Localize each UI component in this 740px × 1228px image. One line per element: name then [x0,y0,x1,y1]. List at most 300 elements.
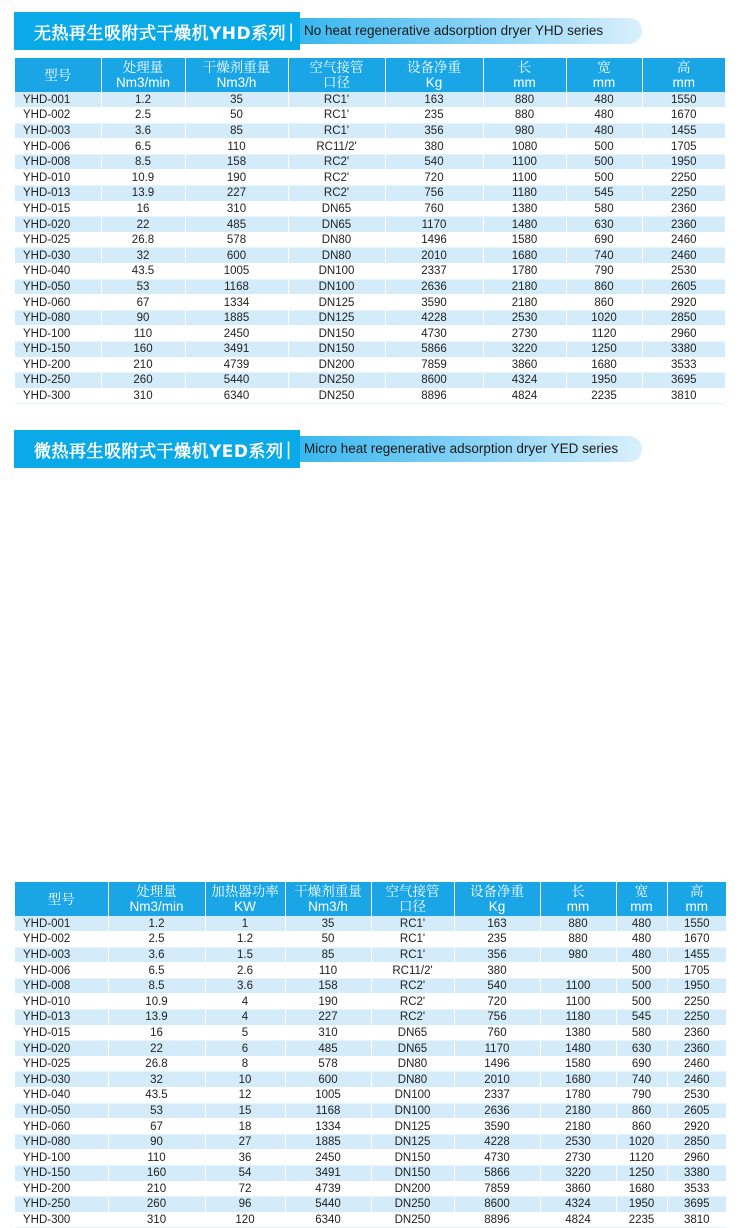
model-cell: YHD-006 [15,139,101,155]
table-cell: 163 [454,916,540,932]
table-cell: 690 [566,232,642,248]
model-cell: YHD-013 [15,1010,108,1026]
table-cell: 2460 [667,1072,726,1088]
table-cell: 1 [205,916,285,932]
table-row [15,264,725,280]
table-row [15,1166,726,1182]
table-cell: 1080 [483,139,566,155]
header-label: 加热器功率 [211,884,279,899]
table-cell: DN100 [288,264,385,280]
model-cell: YHD-300 [15,1212,108,1228]
table-cell: 740 [616,1072,667,1088]
table-cell: DN100 [371,1088,454,1104]
table-row [15,92,725,108]
table-cell: 2850 [667,1134,726,1150]
model-cell: YHD-002 [15,108,101,124]
table-cell: RC2' [288,154,385,170]
header-label: 高 [677,60,691,75]
model-cell: YHD-100 [15,326,101,342]
table-row [15,916,726,932]
table-cell: 158 [285,978,371,994]
header-unit: Kg [425,75,443,90]
table-cell: 1100 [483,170,566,186]
table-cell: 7859 [385,357,483,373]
table-cell: 500 [566,139,642,155]
table-cell: 756 [385,186,483,202]
table-cell: 13.9 [101,186,185,202]
header-unit: mm [672,75,695,90]
table-cell: 500 [566,170,642,186]
table-cell: 4324 [540,1197,616,1213]
model-cell: YHD-006 [15,963,108,979]
header-label: 处理量 [136,884,177,899]
title-banner [14,12,300,50]
column-header [288,58,385,92]
table-cell: DN80 [371,1056,454,1072]
table-cell: 90 [101,310,185,326]
table-row [15,295,725,311]
table-cell: 2.5 [101,108,185,124]
table-row [15,1197,726,1213]
table-cell: 2010 [385,248,483,264]
table-row [15,201,725,217]
table-cell: 1100 [483,154,566,170]
table-cell: 27 [205,1134,285,1150]
section-title-en: Micro heat regenerative adsorption dryer YED series [304,441,619,456]
table-cell: 1950 [667,978,726,994]
table-cell: 2010 [454,1072,540,1088]
table-cell: 110 [108,1150,205,1166]
table-cell: 1250 [616,1166,667,1182]
table-cell: 6 [205,1041,285,1057]
table-cell: 740 [566,248,642,264]
table-cell: 50 [185,108,288,124]
table-cell: 2530 [540,1134,616,1150]
table-row [15,388,725,404]
table-cell: 190 [285,994,371,1010]
table-cell: 10 [205,1072,285,1088]
model-cell: YHD-008 [15,978,108,994]
table-cell: 3533 [667,1181,726,1197]
table-cell: 4739 [285,1181,371,1197]
table-cell: 1680 [566,357,642,373]
model-cell: YHD-002 [15,932,108,948]
table-row [15,326,725,342]
table-cell: 1020 [566,310,642,326]
table-cell: 1100 [540,994,616,1010]
table-row [15,1119,726,1135]
table-cell: 2730 [483,326,566,342]
table-cell: 1005 [285,1088,371,1104]
model-cell: YHD-200 [15,1181,108,1197]
table-cell: 1705 [667,963,726,979]
table-cell: 5866 [385,342,483,358]
table-cell: 1180 [540,1010,616,1026]
table-cell: 500 [616,978,667,994]
table-cell: 760 [385,201,483,217]
table-cell: 756 [454,1010,540,1026]
table-cell: 6.5 [108,963,205,979]
table-cell: 4739 [185,357,288,373]
column-header [15,882,108,916]
header-label: 设备净重 [407,60,461,75]
model-cell: YHD-200 [15,357,101,373]
table-cell: 1680 [616,1181,667,1197]
table-row [15,232,725,248]
table-cell: 2180 [540,1103,616,1119]
table-cell: 480 [616,932,667,948]
table-cell: 1.2 [205,932,285,948]
table-row [15,248,725,264]
table-cell: 540 [454,978,540,994]
table-cell: DN100 [288,279,385,295]
table-cell: 12 [205,1088,285,1104]
table-cell: 1885 [185,310,288,326]
table-cell: 8.5 [108,978,205,994]
header-label: 宽 [634,884,649,899]
header-unit: 口径 [323,75,350,90]
table-cell: 2337 [385,264,483,280]
table-cell: 110 [101,326,185,342]
table-cell: 1670 [667,932,726,948]
table-row [15,1134,726,1150]
table-cell: 1950 [642,154,725,170]
table-cell: 13.9 [108,1010,205,1026]
table-cell: 2605 [642,279,725,295]
header-unit: mm [566,899,590,914]
header-unit: Kg [488,899,506,914]
table-cell: 2730 [540,1150,616,1166]
table-cell: 2960 [667,1150,726,1166]
table-cell: 356 [385,123,483,139]
table-cell: DN125 [371,1134,454,1150]
model-cell: YHD-030 [15,248,101,264]
table-cell: 1780 [483,264,566,280]
table-cell: 480 [616,916,667,932]
table-cell: 72 [205,1181,285,1197]
table-cell: 8896 [385,388,483,404]
table-cell: 3380 [642,342,725,358]
table-cell: 210 [101,357,185,373]
table-cell: 32 [101,248,185,264]
table-cell: 1580 [483,232,566,248]
model-cell: YHD-250 [15,1197,108,1213]
model-cell: YHD-020 [15,1041,108,1057]
model-cell: YHD-020 [15,217,101,233]
table-cell: 630 [566,217,642,233]
table-cell: 18 [205,1119,285,1135]
table-row [15,357,725,373]
table-cell: 5 [205,1025,285,1041]
table-cell: 1950 [616,1197,667,1213]
table-cell: 1380 [540,1025,616,1041]
table-cell [540,963,616,979]
header-label: 干燥剂重量 [202,60,271,75]
table-cell: 2360 [642,217,725,233]
table-cell: 3695 [667,1197,726,1213]
table-row [15,217,725,233]
table-cell: 380 [385,139,483,155]
table-cell: 3.6 [101,123,185,139]
header-label: 设备净重 [470,884,524,899]
table-cell: 3220 [540,1166,616,1182]
table-cell: 4730 [385,326,483,342]
yed-spec-table [15,882,726,1228]
title-divider: | [288,20,295,42]
table-cell: 2530 [483,310,566,326]
table-cell: 1455 [642,123,725,139]
column-header [385,58,483,92]
table-cell: DN200 [288,357,385,373]
table-cell: 2920 [642,295,725,311]
header-label: 空气接管 [309,60,364,75]
table-cell: 4228 [454,1134,540,1150]
table-cell: DN65 [371,1025,454,1041]
table-cell: 2250 [642,170,725,186]
header-unit: Nm3/min [129,899,184,914]
table-cell: 10.9 [101,170,185,186]
table-cell: 1334 [285,1119,371,1135]
header-unit: KW [234,899,256,914]
table-cell: 2250 [642,186,725,202]
table-cell: 110 [285,963,371,979]
table-cell: 4 [205,994,285,1010]
table-cell: 163 [385,92,483,108]
table-cell: 53 [108,1103,205,1119]
table-cell: 880 [483,108,566,124]
table-cell: 2360 [667,1041,726,1057]
table-row [15,1056,726,1072]
table-cell: 1380 [483,201,566,217]
table-cell: 67 [108,1119,205,1135]
header-unit: 口径 [399,899,426,914]
table-cell: 880 [483,92,566,108]
table-cell: 500 [566,154,642,170]
table-cell: 485 [285,1041,371,1057]
column-header [566,58,642,92]
table-cell: 690 [616,1056,667,1072]
table-cell: 3860 [540,1181,616,1197]
model-cell: YHD-025 [15,1056,108,1072]
table-cell: 26.8 [108,1056,205,1072]
column-header [483,58,566,92]
table-cell: 2235 [566,388,642,404]
table-cell: 580 [566,201,642,217]
table-cell: 480 [566,123,642,139]
table-cell: 2920 [667,1119,726,1135]
table-row [15,1041,726,1057]
table-cell: 36 [205,1150,285,1166]
table-cell: 1670 [642,108,725,124]
column-header [185,58,288,92]
table-cell: 4824 [540,1212,616,1228]
table-cell: 2460 [642,248,725,264]
table-cell: 2636 [454,1103,540,1119]
table-cell: 720 [454,994,540,1010]
table-cell: 2250 [667,994,726,1010]
table-cell: 2850 [642,310,725,326]
table-row [15,1088,726,1104]
header-label: 长 [517,60,532,75]
table-cell: DN80 [288,248,385,264]
table-cell: 15 [205,1103,285,1119]
table-cell: RC2' [288,170,385,186]
column-header [642,58,725,92]
table-cell: 1100 [540,978,616,994]
table-cell: 2360 [642,201,725,217]
table-row [15,373,725,389]
table-cell: 2180 [483,279,566,295]
table-cell: 2530 [642,264,725,280]
table-cell: 500 [616,994,667,1010]
table-cell: DN125 [288,310,385,326]
table-cell: 4 [205,1010,285,1026]
header-row [15,58,725,92]
table-cell: 1550 [642,92,725,108]
table-cell: 85 [285,947,371,963]
table-cell: 67 [101,295,185,311]
model-cell: YHD-040 [15,264,101,280]
table-row [15,186,725,202]
table-cell: 3491 [285,1166,371,1182]
section-title-zh: 微热再生吸附式干燥机YED系列 [34,441,284,462]
table-cell: 2450 [285,1150,371,1166]
table-cell: 545 [566,186,642,202]
table-cell: 160 [101,342,185,358]
table-cell: 8896 [454,1212,540,1228]
table-row [15,108,725,124]
table-cell: RC2' [288,186,385,202]
table-cell: 790 [616,1088,667,1104]
table-cell: 8 [205,1056,285,1072]
table-cell: 3491 [185,342,288,358]
table-cell: DN125 [288,295,385,311]
table-row [15,139,725,155]
table-cell: 720 [385,170,483,186]
table-row [15,123,725,139]
title-divider: | [285,438,292,460]
table-cell: RC1' [288,92,385,108]
table-cell: 1680 [483,248,566,264]
header-unit: Nm3/h [216,75,257,90]
table-cell: 310 [185,201,288,217]
column-header [15,58,101,92]
table-cell: DN80 [288,232,385,248]
table-cell: DN65 [288,217,385,233]
column-header [616,882,667,916]
model-cell: YHD-015 [15,1025,108,1041]
model-cell: YHD-060 [15,1119,108,1135]
table-cell: DN250 [371,1197,454,1213]
column-header [667,882,726,916]
table-cell: 2460 [642,232,725,248]
title-banner [14,430,300,468]
column-header [454,882,540,916]
table-cell: 1170 [454,1041,540,1057]
table-cell: DN150 [371,1166,454,1182]
section-title-zh: 无热再生吸附式干燥机YHD系列 [34,23,287,44]
table-cell: 3590 [454,1119,540,1135]
model-cell: YHD-001 [15,92,101,108]
table-cell: RC11/2' [371,963,454,979]
table-cell: 260 [108,1197,205,1213]
header-unit: mm [685,899,708,914]
column-header [371,882,454,916]
table-cell: DN80 [371,1072,454,1088]
table-cell: 630 [616,1041,667,1057]
table-cell: 380 [454,963,540,979]
table-cell: 1180 [483,186,566,202]
table-cell: RC1' [371,947,454,963]
table-cell: 3533 [642,357,725,373]
table-cell: 3695 [642,373,725,389]
table-cell: 2360 [667,1025,726,1041]
table-cell: 160 [108,1166,205,1182]
table-cell: 8.5 [101,154,185,170]
table-cell: DN200 [371,1181,454,1197]
model-cell: YHD-050 [15,1103,108,1119]
table-cell: RC2' [371,994,454,1010]
model-cell: YHD-008 [15,154,101,170]
header-unit: mm [513,75,536,90]
table-cell: 2337 [454,1088,540,1104]
table-cell: 3590 [385,295,483,311]
model-cell: YHD-100 [15,1150,108,1166]
model-cell: YHD-080 [15,310,101,326]
model-cell: YHD-040 [15,1088,108,1104]
table-cell: 760 [454,1025,540,1041]
table-cell: 1.2 [101,92,185,108]
model-cell: YHD-003 [15,947,108,963]
table-cell: 4324 [483,373,566,389]
model-cell: YHD-050 [15,279,101,295]
table-cell: 2960 [642,326,725,342]
table-cell: 480 [566,92,642,108]
table-cell: 480 [566,108,642,124]
table-cell: DN150 [288,342,385,358]
table-cell: 600 [285,1072,371,1088]
table-cell: 485 [185,217,288,233]
table-cell: RC1' [371,932,454,948]
table-cell: 6340 [185,388,288,404]
table-cell: 227 [185,186,288,202]
table-cell: 1496 [454,1056,540,1072]
section-title-en: No heat regenerative adsorption dryer YHD series [304,23,604,38]
table-cell: 1120 [616,1150,667,1166]
table-cell: RC1' [288,108,385,124]
table-cell: 120 [205,1212,285,1228]
table-cell: 880 [540,932,616,948]
table-cell: DN250 [371,1212,454,1228]
table-cell: 1455 [667,947,726,963]
table-cell: 5440 [285,1197,371,1213]
table-cell: 480 [616,947,667,963]
table-cell: 880 [540,916,616,932]
yhd-spec-table [15,58,725,404]
table-cell: 1005 [185,264,288,280]
header-label: 型号 [44,67,72,83]
table-cell: 22 [101,217,185,233]
table-cell: 35 [285,916,371,932]
table-cell: 54 [205,1166,285,1182]
table-cell: 1780 [540,1088,616,1104]
model-cell: YHD-150 [15,1166,108,1182]
table-cell: 8600 [454,1197,540,1213]
table-cell: 1168 [185,279,288,295]
table-cell: 3810 [642,388,725,404]
table-row [15,154,725,170]
table-cell: 4228 [385,310,483,326]
